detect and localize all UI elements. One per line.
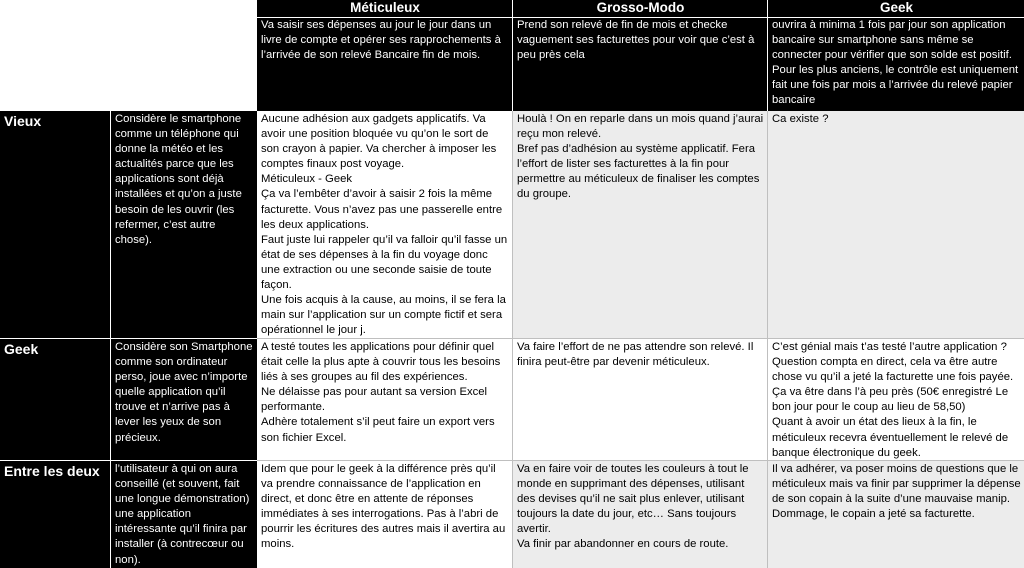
grid-line-vertical <box>110 111 111 568</box>
column-header-grosso-modo: Grosso-Modo <box>513 0 767 17</box>
column-header-geek: Geek <box>768 0 1024 17</box>
row-label-entre-les-deux: Entre les deux <box>0 461 111 568</box>
row-label-vieux: Vieux <box>0 111 111 339</box>
intro-geek: ouvrira à minima 1 fois par jour son application bancaire sur smartphone sans même se connecter pour vérifier que son solde est positif. Pour les plus anciens, le contrôle est uniquement fait une fois par mois a l’arrivée du relevé papier bancaire <box>768 17 1024 111</box>
row-description-vieux: Considère le smartphone comme un téléphone qui donne la météo et les actualités parce que les applications sont déjà installées et qu’on a juste besoin de les ouvrir (les refermer, c’est autre chose). <box>111 111 257 339</box>
row-description-geek: Considère son Smartphone comme son ordinateur perso, joue avec n’importe quelle application qu’il trouve et n’arrive pas à lever les yeux de son précieux. <box>111 339 257 461</box>
cell-geek-meticuleux: A testé toutes les applications pour définir quel était celle la plus apte à couvrir tous les besoins liés à ses groupes au fil des expériences. Ne délaisse pas pour autant sa version Excel performante. Adhère totalement s’il peut faire un export vers son fichier Excel. <box>257 339 512 461</box>
intro-grosso-modo: Prend son relevé de fin de mois et checke vaguement ses facturettes pour voir que c’est à peu près cela <box>513 17 767 111</box>
grid-line-horizontal <box>257 338 1024 339</box>
cell-entre-grosso-modo: Va en faire voir de toutes les couleurs à tout le monde en supprimant des dépenses, utilisant des devises qu’il ne sait plus enlever, utilisant toujours la date du jour, etc… Sans toujours avertir. Va finir par abandonner en cours de route. <box>513 461 767 568</box>
grid-line-horizontal <box>0 460 257 461</box>
grid-line-vertical <box>767 111 768 568</box>
cell-geek-geek: C’est génial mais t’as testé l’autre application ? Question compta en direct, cela va être autre chose vu qu’il a jeté la facturette une fois payée. Ça va être dans l’à peu près (50€ enregistré Le bon jour pour le coup au lieu de 58,50) Quant à avoir un état des lieux à la fin, le méticuleux recevra éventuellement le relevé de banque électronique du geek. <box>768 339 1024 461</box>
cell-entre-geek: Il va adhérer, va poser moins de questions que le méticuleux mais va finir par supprimer la dépense de son copain à la suite d’une mauvaise manip. Dommage, le copain a jeté sa facturette. <box>768 461 1024 568</box>
corner-empty-cell <box>0 0 257 111</box>
grid-line-horizontal <box>0 338 257 339</box>
intro-meticuleux: Va saisir ses dépenses au jour le jour dans un livre de compte et opérer ses rapprochements à l’arrivée de son relevé Bancaire fin de mois. <box>257 17 512 111</box>
cell-vieux-grosso-modo: Houlà ! On en reparle dans un mois quand j’aurai reçu mon relevé. Bref pas d’adhésion au système applicatif. Fera l’effort de lister ses facturettes à la fin pour permettre au méticuleux de finaliser les comptes du groupe. <box>513 111 767 339</box>
grid-line-vertical <box>512 111 513 568</box>
grid-line-horizontal <box>257 460 1024 461</box>
row-label-geek: Geek <box>0 339 111 461</box>
row-description-entre-les-deux: l’utilisateur à qui on aura conseillé (et souvent, fait une longue démonstration) une application intéressante qu’il finira par installer (à contrecœur ou non). <box>111 461 257 568</box>
column-header-meticuleux: Méticuleux <box>257 0 512 17</box>
cell-vieux-meticuleux: Aucune adhésion aux gadgets applicatifs. Va avoir une position bloquée vu qu’on le sort de son crayon à papier. Va chercher à imposer les comptes finaux post voyage. Méticuleux - Geek Ça va l’embêter d’avoir à saisir 2 fois la même facturette. Vous n’avez pas une passerelle entre les deux applications. Faut juste lui rappeler qu’il va falloir qu’il fasse un état de ses dépenses à la fin du voyage donc une extraction ou une seconde saisie de toute façon. Une fois acquis à la cause, au moins, il se fera la main sur l’application sur un compte fictif et sera opérationnel le jour j. <box>257 111 512 339</box>
cell-entre-meticuleux: Idem que pour le geek à la différence près qu’il va prendre connaissance de l’application en direct, et donc être en attente de réponses immédiates à ses interrogations. Pas à l’abri de pourrir les écritures des autres mais il avertira au moins. <box>257 461 512 568</box>
grid-line-horizontal <box>257 17 1024 18</box>
cell-geek-grosso-modo: Va faire l’effort de ne pas attendre son relevé. Il finira peut-être par devenir méticuleux. <box>513 339 767 461</box>
cell-vieux-geek: Ca existe ? <box>768 111 1024 339</box>
